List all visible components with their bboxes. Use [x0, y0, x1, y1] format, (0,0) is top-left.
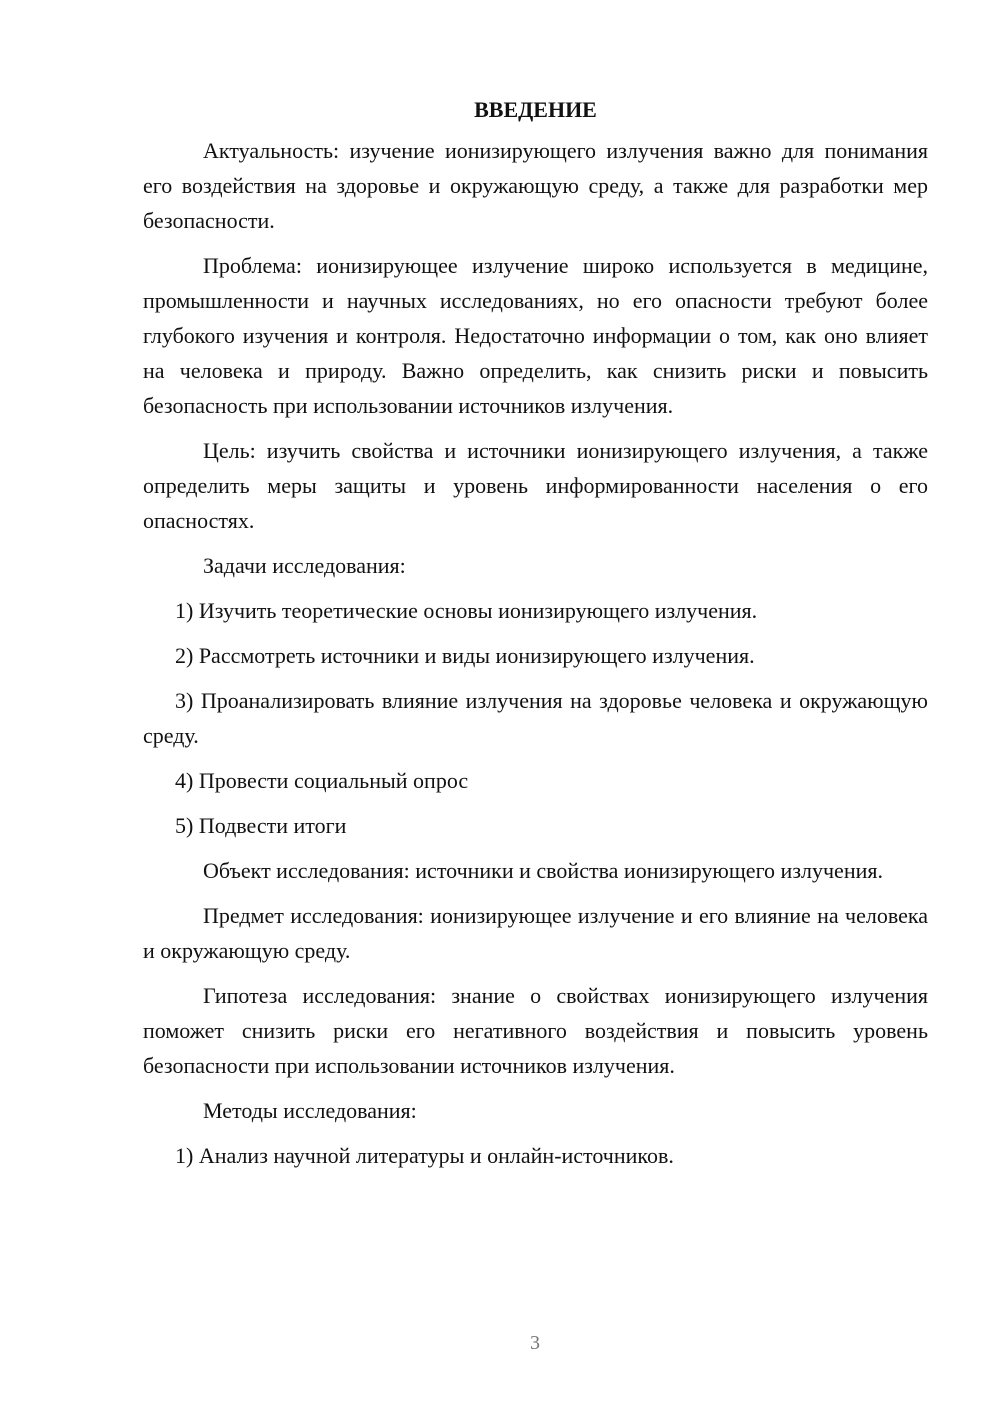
- document-page: [143, 92, 928, 1183]
- methods-heading: Методы исследования:: [203, 1098, 417, 1123]
- paragraph-hypothesis: Гипотеза исследования: знание о свойствах ионизирующего излучения поможет снизить риски его негативного воздействия и повысить уровень безопасности при использовании источников излучения.: [143, 983, 928, 1078]
- task-item-1: 1) Изучить теоретические основы ионизирующего излучения.: [175, 598, 758, 623]
- section-heading: ВВЕДЕНИЕ: [474, 97, 597, 122]
- paragraph-subject: Предмет исследования: ионизирующее излучение и его влияние на человека и окружающую среду.: [143, 903, 928, 963]
- method-item-1: 1) Анализ научной литературы и онлайн-источников.: [175, 1143, 674, 1168]
- task-item-2: 2) Рассмотреть источники и виды ионизирующего излучения.: [175, 643, 755, 668]
- paragraph-relevance: Актуальность: изучение ионизирующего излучения важно для понимания его воздействия на здоровье и окружающую среду, а также для разработки мер безопасности.: [143, 138, 928, 233]
- tasks-heading: Задачи исследования:: [203, 553, 406, 578]
- page-number: 3: [530, 1332, 540, 1354]
- paragraph-object: Объект исследования: источники и свойства ионизирующего излучения.: [203, 858, 883, 883]
- paragraph-problem: Проблема: ионизирующее излучение широко используется в медицине, промышленности и научных исследованиях, но его опасности требуют более глубокого изучения и контроля. Недостаточно информации о том, как оно влияет на человека и природу. Важно определить, как снизить риски и повысить безопасность при использовании источников излучения.: [143, 253, 928, 418]
- task-item-3: 3) Проанализировать влияние излучения на здоровье человека и окружающую среду.: [143, 688, 928, 748]
- task-item-4: 4) Провести социальный опрос: [175, 768, 469, 793]
- paragraph-goal: Цель: изучить свойства и источники ионизирующего излучения, а также определить меры защиты и уровень информированности населения о его опасностях.: [143, 438, 928, 533]
- task-item-5: 5) Подвести итоги: [175, 813, 347, 838]
